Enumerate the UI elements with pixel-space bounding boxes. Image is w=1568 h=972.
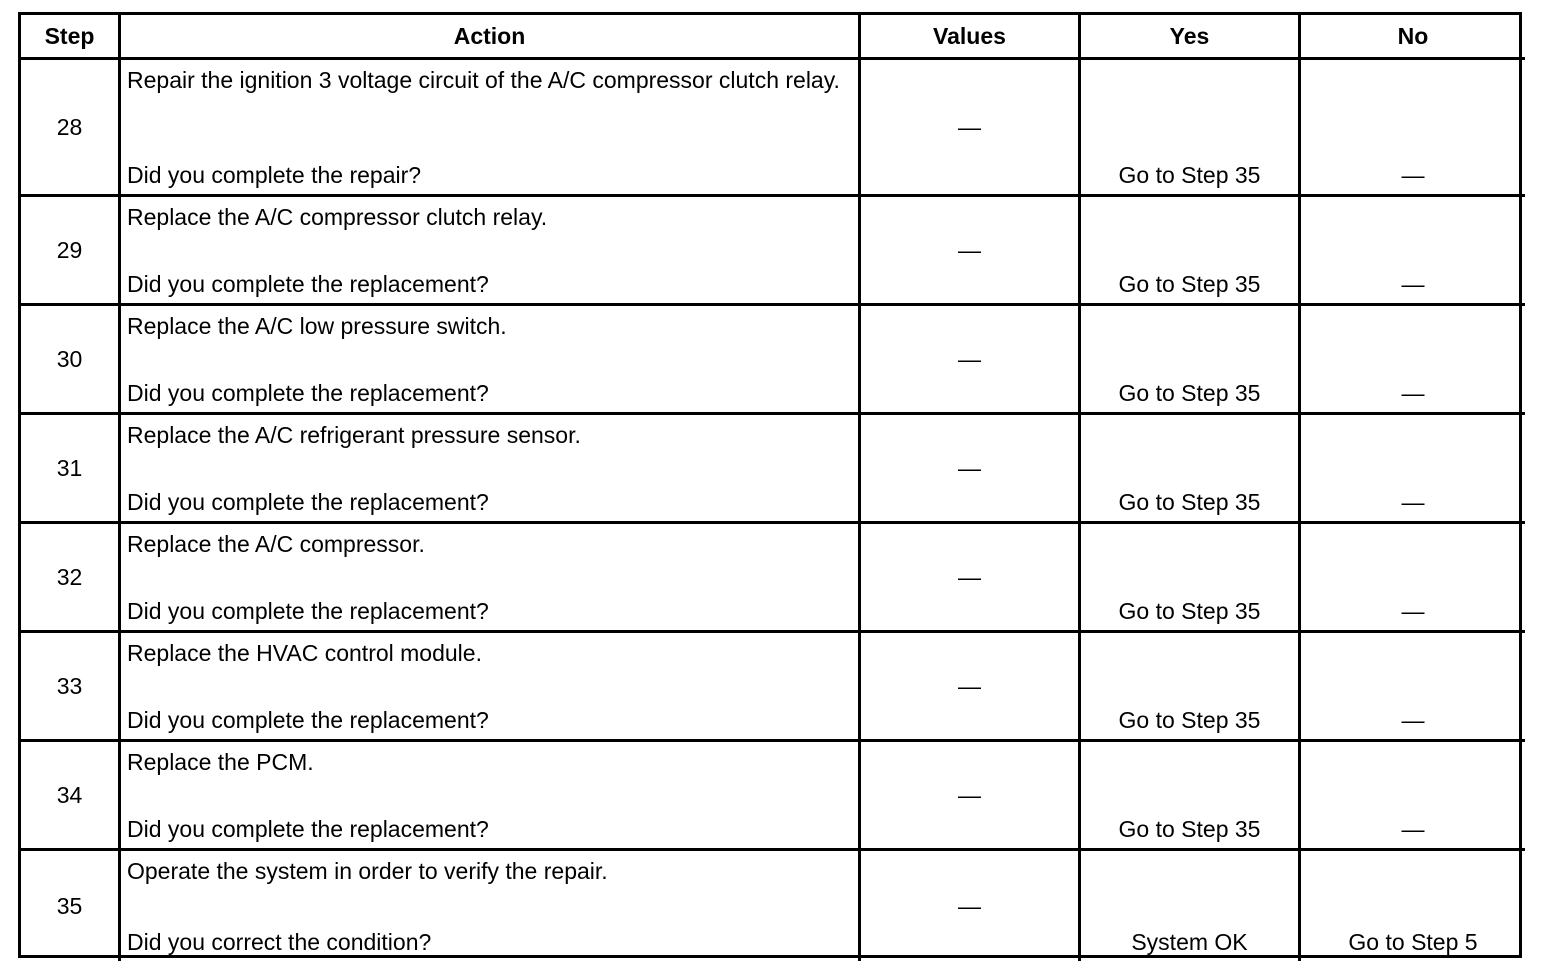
header-yes: Yes — [1081, 15, 1301, 60]
action-cell — [121, 197, 861, 306]
yes-result: Go to Step 35 — [1118, 598, 1261, 624]
action-question: Did you correct the condition? — [127, 929, 432, 955]
action-instruction: Replace the A/C refrigerant pressure sensor. — [127, 422, 581, 448]
no-result: — — [1401, 816, 1425, 842]
step-number: 35 — [21, 851, 121, 961]
step-number: 28 — [21, 60, 121, 197]
action-question: Did you complete the replacement? — [127, 598, 489, 624]
no-result: — — [1401, 380, 1425, 406]
step-number: 29 — [21, 197, 121, 306]
no-result: — — [1401, 271, 1425, 297]
header-action: Action — [121, 15, 861, 60]
action-cell — [121, 742, 861, 851]
values-cell: — — [861, 633, 1081, 742]
action-question: Did you complete the replacement? — [127, 380, 489, 406]
action-instruction: Replace the A/C compressor clutch relay. — [127, 204, 548, 230]
no-result: — — [1401, 162, 1425, 188]
yes-cell — [1081, 60, 1301, 197]
no-cell — [1301, 60, 1525, 197]
action-instruction: Operate the system in order to verify the repair. — [127, 858, 608, 884]
values-cell: — — [861, 524, 1081, 633]
action-cell — [121, 524, 861, 633]
step-number: 32 — [21, 524, 121, 633]
yes-cell — [1081, 633, 1301, 742]
values-cell: — — [861, 415, 1081, 524]
yes-cell — [1081, 851, 1301, 961]
no-cell — [1301, 197, 1525, 306]
action-question: Did you complete the replacement? — [127, 816, 489, 842]
header-values: Values — [861, 15, 1081, 60]
diagnostic-table — [18, 12, 1522, 958]
action-instruction: Replace the A/C compressor. — [127, 531, 425, 557]
action-cell — [121, 415, 861, 524]
yes-cell — [1081, 306, 1301, 415]
yes-cell — [1081, 524, 1301, 633]
action-instruction: Replace the A/C low pressure switch. — [127, 313, 507, 339]
yes-result: Go to Step 35 — [1118, 816, 1261, 842]
action-cell — [121, 60, 861, 197]
yes-result: Go to Step 35 — [1118, 271, 1261, 297]
action-cell — [121, 633, 861, 742]
step-number: 31 — [21, 415, 121, 524]
action-instruction: Repair the ignition 3 voltage circuit of the A/C compressor clutch relay. — [127, 67, 840, 93]
no-result: Go to Step 5 — [1348, 929, 1478, 955]
action-question: Did you complete the replacement? — [127, 489, 489, 515]
action-instruction: Replace the PCM. — [127, 749, 314, 775]
values-cell: — — [861, 197, 1081, 306]
no-result: — — [1401, 707, 1425, 733]
action-cell — [121, 306, 861, 415]
no-cell — [1301, 633, 1525, 742]
step-number: 30 — [21, 306, 121, 415]
action-instruction: Replace the HVAC control module. — [127, 640, 482, 666]
no-result: — — [1401, 489, 1425, 515]
yes-result: Go to Step 35 — [1118, 380, 1261, 406]
action-question: Did you complete the replacement? — [127, 271, 489, 297]
yes-result: Go to Step 35 — [1118, 489, 1261, 515]
values-cell: — — [861, 306, 1081, 415]
action-question: Did you complete the replacement? — [127, 707, 489, 733]
yes-cell — [1081, 415, 1301, 524]
no-result: — — [1401, 598, 1425, 624]
values-cell: — — [861, 851, 1081, 961]
header-no: No — [1301, 15, 1525, 60]
no-cell — [1301, 306, 1525, 415]
action-question: Did you complete the repair? — [127, 162, 422, 188]
header-step: Step — [21, 15, 121, 60]
yes-result: Go to Step 35 — [1118, 162, 1261, 188]
step-number: 33 — [21, 633, 121, 742]
yes-result: Go to Step 35 — [1118, 707, 1261, 733]
step-number: 34 — [21, 742, 121, 851]
no-cell — [1301, 742, 1525, 851]
values-cell: — — [861, 742, 1081, 851]
no-cell — [1301, 524, 1525, 633]
yes-result: System OK — [1131, 929, 1248, 955]
values-cell: — — [861, 60, 1081, 197]
action-cell — [121, 851, 861, 961]
no-cell — [1301, 851, 1525, 961]
yes-cell — [1081, 742, 1301, 851]
no-cell — [1301, 415, 1525, 524]
yes-cell — [1081, 197, 1301, 306]
